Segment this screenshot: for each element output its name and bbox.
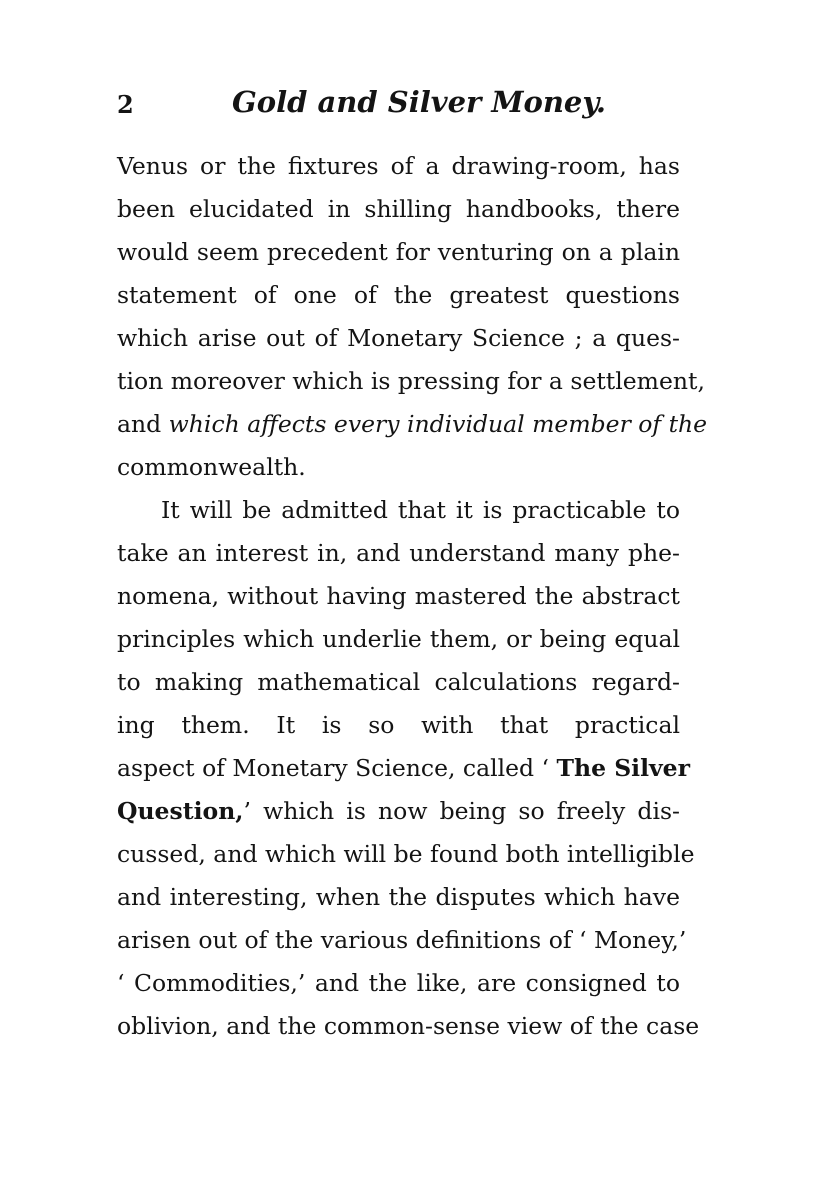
text-line: nomena, without having mastered the abstract xyxy=(117,582,680,610)
text-line: oblivion, and the common-sense view of the case xyxy=(117,1012,700,1040)
running-title: Gold and Silver Money. xyxy=(232,85,606,119)
text-line: to making mathematical calculations regard- xyxy=(117,668,680,696)
text-line: tion moreover which is pressing for a settlement, xyxy=(117,367,705,395)
bold-text: Question, xyxy=(117,797,244,825)
text-line: which arise out of Monetary Science ; a ques- xyxy=(117,324,680,352)
text-fragment: ’ which is now being so freely dis- xyxy=(243,797,680,825)
text-line: principles which underlie them, or being equal xyxy=(117,625,680,653)
text-line: and interesting, when the disputes which have xyxy=(117,883,680,911)
page-number: 2 xyxy=(117,90,134,119)
emphasized-text: commonwealth. xyxy=(117,453,306,481)
text-line: It will be admitted that it is practicable to xyxy=(161,496,680,524)
text-line: ‘ Commodities,’ and the like, are consigned to xyxy=(117,969,680,997)
text-line xyxy=(117,747,691,790)
text-line: would seem precedent for venturing on a plain xyxy=(117,238,680,266)
text-line xyxy=(117,403,708,446)
text-fragment: aspect of Monetary Science, called ‘ xyxy=(117,754,557,782)
text-line: cussed, and which will be found both intelligible xyxy=(117,840,695,868)
emphasized-text: which affects every individual member of the xyxy=(168,410,708,438)
text-line: take an interest in, and understand many phe- xyxy=(117,539,680,567)
text-line: ing them. It is so with that practical xyxy=(117,711,680,739)
text-fragment: and xyxy=(117,410,169,438)
body-text xyxy=(117,145,708,1048)
text-line: arisen out of the various definitions of ‘ Money,’ xyxy=(117,926,687,954)
text-line: statement of one of the greatest questions xyxy=(117,281,680,309)
text-line: been elucidated in shilling handbooks, there xyxy=(117,195,680,223)
text-line xyxy=(117,790,680,833)
text-line: Venus or the fixtures of a drawing-room, has xyxy=(117,152,680,180)
bold-text: The Silver xyxy=(556,754,691,782)
